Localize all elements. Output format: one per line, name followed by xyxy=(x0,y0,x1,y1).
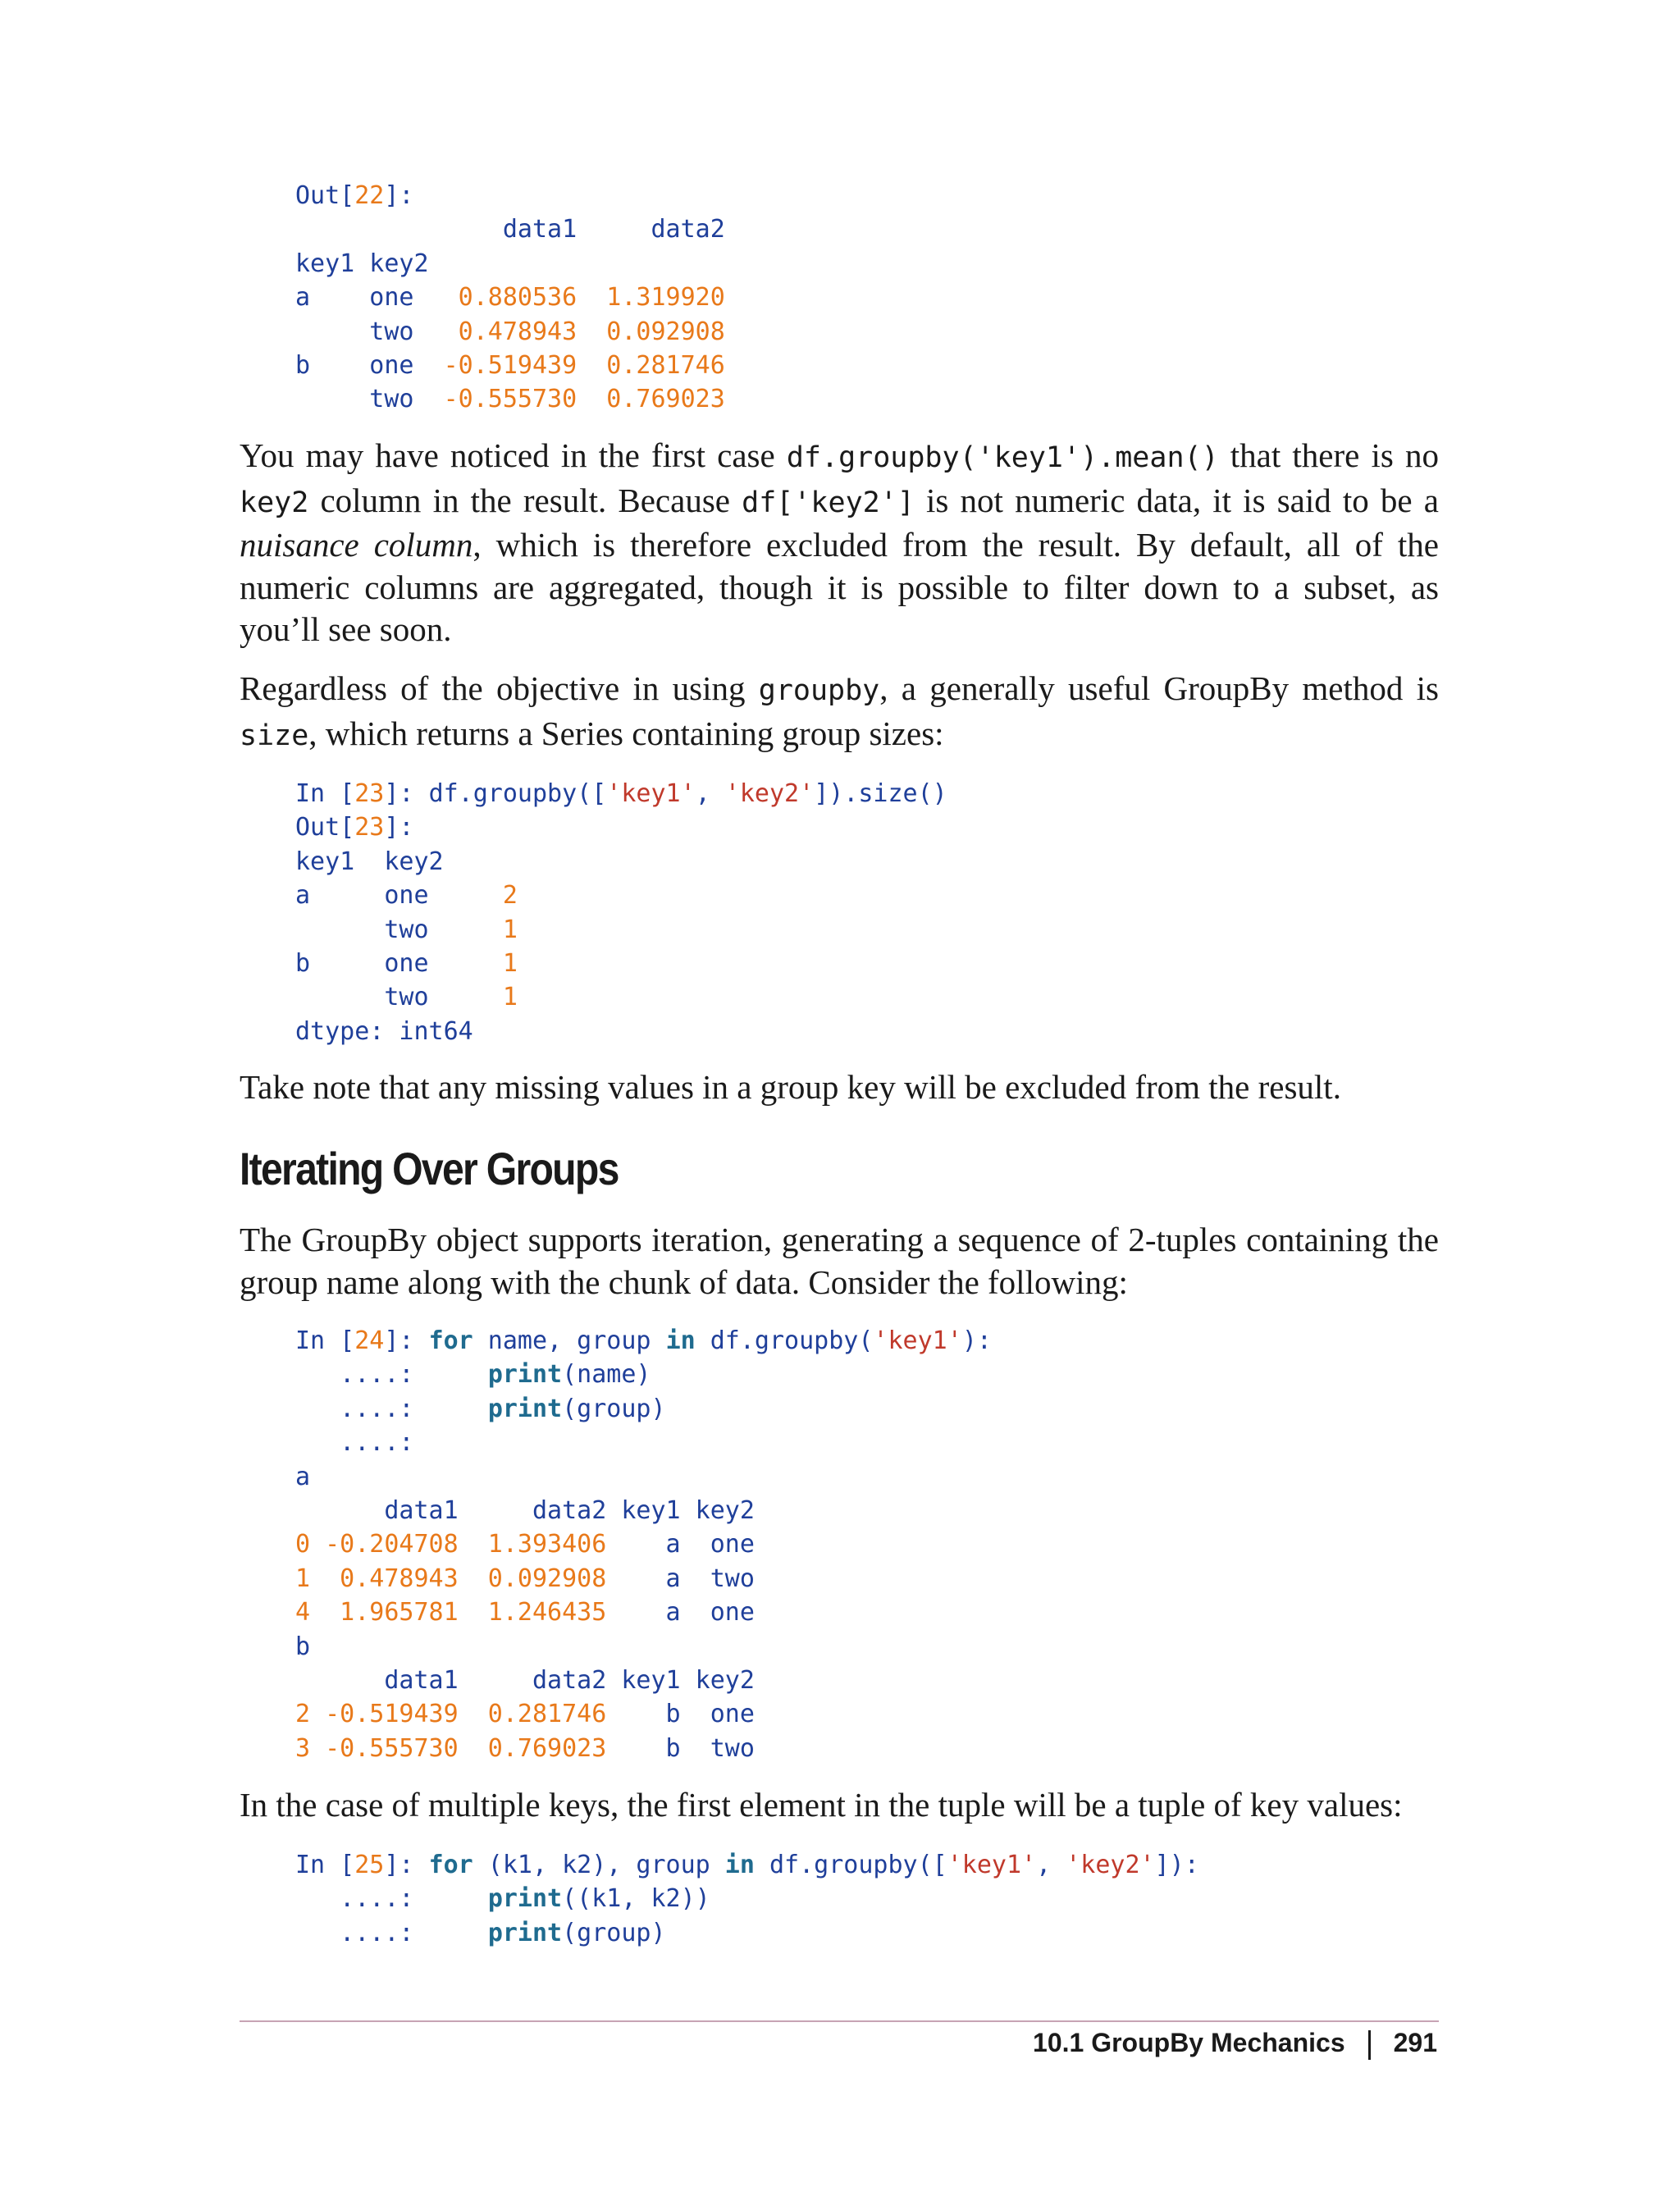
continuation-line: ....: print(name) xyxy=(295,1360,651,1390)
group-label: a xyxy=(295,1462,311,1491)
code-block-in23 xyxy=(295,777,947,1048)
table-row: a one 0.880536 1.319920 xyxy=(295,283,725,313)
out-prompt: Out[23]: xyxy=(295,813,414,842)
table-row: 3 -0.555730 0.769023 b two xyxy=(295,1733,755,1763)
table-row: b one 1 xyxy=(295,949,518,979)
code-block-in25 xyxy=(295,1848,1199,1950)
continuation-line: ....: print(group) xyxy=(295,1918,666,1947)
group-label: b xyxy=(295,1632,311,1661)
table-row: two 1 xyxy=(384,983,518,1012)
table-row: a one 2 xyxy=(295,881,518,911)
inline-code: df['key2'] xyxy=(742,486,915,519)
input-line: In [25]: for (k1, k2), group in df.groupby(['key1', 'key2']): xyxy=(295,1851,1199,1879)
table-row: b one -0.519439 0.281746 xyxy=(295,351,725,381)
paragraph-missing-values: Take note that any missing values in a group key will be excluded from the result. xyxy=(240,1068,1341,1106)
table-row: two 0.478943 0.092908 xyxy=(354,317,725,346)
continuation-line: ....: print((k1, k2)) xyxy=(295,1884,710,1914)
inline-code: groupby xyxy=(758,674,880,707)
dtype-line: dtype: int64 xyxy=(295,1016,473,1046)
paragraph-multiple-keys: In the case of multiple keys, the first element in the tuple will be a tuple of key values: xyxy=(240,1786,1403,1824)
paragraph-iteration: The GroupBy object supports iteration, generating a sequence of 2-tuples containing the group name along with the chunk of data. Consider the following: xyxy=(240,1221,1439,1301)
continuation-line: ....: print(group) xyxy=(295,1394,666,1423)
table-row: 2 -0.519439 0.281746 b one xyxy=(295,1700,755,1729)
index-header: key1 key2 xyxy=(295,847,444,876)
page-footer xyxy=(1033,2028,1437,2060)
index-header: key1 key2 xyxy=(295,249,429,278)
continuation-line: ....: xyxy=(295,1428,414,1458)
code-block-in24 xyxy=(295,1324,992,1765)
table-row: 1 0.478943 0.092908 a two xyxy=(295,1564,755,1593)
out-prompt: Out[22]: xyxy=(295,181,414,210)
code-block-out22 xyxy=(295,179,725,417)
input-line: In [24]: for name, group in df.groupby('key1'): xyxy=(295,1326,992,1355)
section-heading: Iterating Over Groups xyxy=(240,1143,619,1194)
paragraph-nuisance-column: You may have noticed in the first case df.groupby('key1').mean() that there is no key2 column in the result. Because df['key2'] is not numeric data, it is said to be a nuisance column, which is therefore excluded from the result. By default, all of the numeric columns are aggregated, though it is possible to filter down to a subset, as you’ll see soon. xyxy=(240,436,1439,648)
footer-section-title: 10.1 GroupBy Mechanics xyxy=(1033,2028,1345,2057)
inline-code: size xyxy=(240,719,309,752)
table-header: data1 data2 key1 key2 xyxy=(295,1496,755,1526)
footer-separator xyxy=(1368,2030,1371,2060)
paragraph-size-method: Regardless of the objective in using groupby, a generally useful GroupBy method is size, which returns a Series containing group sizes: xyxy=(240,669,1439,752)
table-row: 4 1.965781 1.246435 a one xyxy=(295,1598,755,1628)
footer-divider xyxy=(240,2020,1439,2022)
table-row: two -0.555730 0.769023 xyxy=(354,385,725,414)
table-row: 0 -0.204708 1.393406 a one xyxy=(295,1530,755,1559)
table-header: data1 data2 key1 key2 xyxy=(295,1666,755,1696)
inline-code: key2 xyxy=(240,486,309,519)
page-number: 291 xyxy=(1393,2028,1437,2057)
inline-code: df.groupby('key1').mean() xyxy=(786,441,1219,474)
emphasis-term: nuisance column xyxy=(240,526,473,564)
table-row: two 1 xyxy=(384,915,518,944)
input-line: In [23]: df.groupby(['key1', 'key2']).size() xyxy=(295,779,947,808)
table-header: data1 data2 xyxy=(295,215,725,244)
